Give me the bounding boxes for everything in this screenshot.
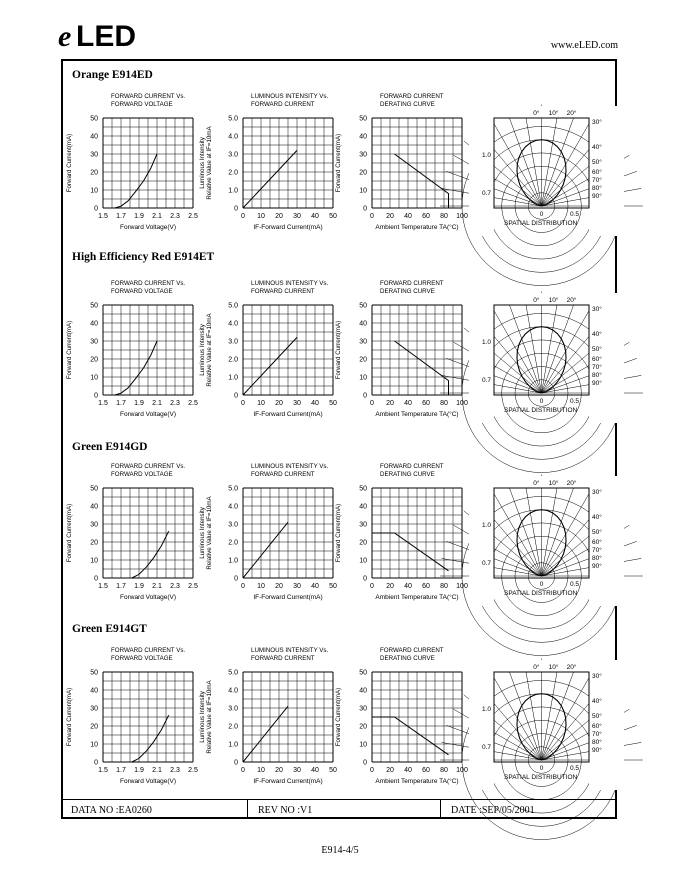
y-tick-label: 0 xyxy=(94,205,98,213)
chart-title: FORWARD CURRENT Vs. xyxy=(111,280,186,287)
line-chart xyxy=(332,277,492,427)
svg-text:e: e xyxy=(58,20,72,53)
y-tick-label: 0 xyxy=(94,392,98,400)
chart-title: FORWARD CURRENT xyxy=(251,288,315,295)
y-tick-label: 1.0 xyxy=(228,741,238,749)
y-tick-label: 3.0 xyxy=(228,338,238,346)
bottom-label: 0.5 xyxy=(569,581,580,588)
x-tick-label: 40 xyxy=(404,767,412,774)
x-tick-label: 100 xyxy=(456,400,468,407)
x-tick-label: 100 xyxy=(456,767,468,774)
y-tick-label: 40 xyxy=(90,320,98,328)
y-tick-label: 10 xyxy=(359,187,367,195)
bottom-label: 0.5 xyxy=(569,765,580,772)
x-tick-label: 60 xyxy=(422,213,430,220)
data-series-line xyxy=(132,715,169,762)
eled-logo xyxy=(58,14,168,54)
chart-title: FORWARD VOLTAGE xyxy=(111,655,173,662)
y-axis-label: Forward Current(mA) xyxy=(66,320,73,380)
x-tick-label: 1.9 xyxy=(134,400,144,407)
x-tick-label: 20 xyxy=(386,583,394,590)
x-tick-label: 2.1 xyxy=(152,767,162,774)
chart-title: DERATING CURVE xyxy=(380,471,435,478)
angle-label: 30° xyxy=(592,119,602,126)
radial-label: 0.7 xyxy=(481,560,491,567)
y-tick-label: 40 xyxy=(359,320,367,328)
chart-title: FORWARD CURRENT xyxy=(380,280,444,287)
y-tick-label: 10 xyxy=(90,187,98,195)
angle-label: 60° xyxy=(592,539,602,546)
angle-label: 10° xyxy=(548,110,559,117)
y-tick-label: 1.0 xyxy=(228,374,238,382)
plot-area xyxy=(335,280,468,418)
y-axis-label: Forward Current(mA) xyxy=(66,687,73,747)
chart-title: FORWARD CURRENT xyxy=(251,101,315,108)
chart-title: LUMINOUS INTENSITY Vs. xyxy=(251,463,329,470)
angle-label: 20° xyxy=(566,297,577,304)
chart-title: LUMINOUS INTENSITY Vs. xyxy=(251,93,329,100)
x-tick-label: 10 xyxy=(257,213,265,220)
y-tick-label: 2.0 xyxy=(228,539,238,547)
x-tick-label: 20 xyxy=(275,767,283,774)
line-chart xyxy=(332,90,492,240)
x-tick-label: 30 xyxy=(293,213,301,220)
x-axis-label: Forward Voltage(V) xyxy=(120,224,176,231)
chart-title: SPATIAL DISTRIBUTION xyxy=(504,590,578,597)
data-series-line xyxy=(243,522,288,578)
radial-label: 0.7 xyxy=(481,190,491,197)
y-axis-label: Forward Current(mA) xyxy=(66,503,73,563)
x-tick-label: 10 xyxy=(257,767,265,774)
y-tick-label: 5.0 xyxy=(228,485,238,493)
radial-label: 1.0 xyxy=(481,522,491,529)
chart-title: FORWARD CURRENT xyxy=(251,471,315,478)
y-tick-label: 30 xyxy=(359,705,367,713)
y-tick-label: 30 xyxy=(90,521,98,529)
x-tick-label: 1.7 xyxy=(116,767,126,774)
spatial-distribution-chart xyxy=(469,476,624,606)
y-axis-label: Relative Value at IF=10mA xyxy=(206,496,213,570)
chart-title: SPATIAL DISTRIBUTION xyxy=(504,407,578,414)
chart-title: FORWARD VOLTAGE xyxy=(111,288,173,295)
y-tick-label: 1.0 xyxy=(228,187,238,195)
x-tick-label: 0 xyxy=(241,583,245,590)
section-title-red-e914et: High Efficiency Red E914ET xyxy=(72,251,215,263)
x-axis-label: IF-Forward Current(mA) xyxy=(253,411,323,418)
x-tick-label: 1.5 xyxy=(98,213,108,220)
chart-title: FORWARD CURRENT Vs. xyxy=(111,463,186,470)
angle-label: 50° xyxy=(592,159,602,166)
angle-label: 50° xyxy=(592,346,602,353)
radial-label: 1.0 xyxy=(481,339,491,346)
x-tick-label: 40 xyxy=(311,213,319,220)
y-axis-label: Luminous Intensity xyxy=(199,691,206,743)
spatial-distribution-chart xyxy=(469,660,624,790)
y-axis-label: Luminous Intensity xyxy=(199,324,206,376)
angle-label: 80° xyxy=(592,185,602,192)
x-tick-label: 2.3 xyxy=(170,400,180,407)
x-tick-label: 20 xyxy=(386,767,394,774)
chart-title: FORWARD CURRENT xyxy=(251,655,315,662)
x-tick-label: 2.1 xyxy=(152,400,162,407)
x-tick-label: 1.7 xyxy=(116,213,126,220)
x-tick-label: 2.1 xyxy=(152,583,162,590)
x-tick-label: 40 xyxy=(404,400,412,407)
y-tick-label: 20 xyxy=(90,723,98,731)
y-tick-label: 5.0 xyxy=(228,115,238,123)
y-tick-label: 4.0 xyxy=(228,133,238,141)
y-tick-label: 5.0 xyxy=(228,669,238,677)
x-axis-label: Ambient Temperature TA(°C) xyxy=(375,224,459,231)
radial-label: 0.7 xyxy=(481,377,491,384)
chart-title: DERATING CURVE xyxy=(380,101,435,108)
y-tick-label: 30 xyxy=(359,151,367,159)
y-tick-label: 20 xyxy=(359,539,367,547)
angle-label: 70° xyxy=(592,547,602,554)
x-axis-label: Forward Voltage(V) xyxy=(120,411,176,418)
x-axis-label: IF-Forward Current(mA) xyxy=(253,224,323,231)
plot-area xyxy=(335,93,468,231)
x-tick-label: 100 xyxy=(456,213,468,220)
y-axis-label: Relative Value at IF=10mA xyxy=(206,126,213,200)
x-tick-label: 80 xyxy=(440,400,448,407)
chart-title: FORWARD CURRENT xyxy=(380,463,444,470)
y-tick-label: 0 xyxy=(94,759,98,767)
y-tick-label: 20 xyxy=(90,539,98,547)
angle-label: 0° xyxy=(533,664,540,671)
y-tick-label: 40 xyxy=(359,503,367,511)
y-tick-label: 40 xyxy=(90,687,98,695)
y-axis-label: Forward Current(mA) xyxy=(335,133,342,193)
x-tick-label: 1.5 xyxy=(98,583,108,590)
x-tick-label: 2.3 xyxy=(170,767,180,774)
chart-title: FORWARD CURRENT xyxy=(380,647,444,654)
x-tick-label: 50 xyxy=(329,767,337,774)
x-tick-label: 50 xyxy=(329,213,337,220)
y-tick-label: 30 xyxy=(90,151,98,159)
y-axis-label: Forward Current(mA) xyxy=(335,687,342,747)
chart-title: FORWARD CURRENT xyxy=(380,93,444,100)
line-chart xyxy=(332,460,492,610)
footer-info-bar xyxy=(61,799,617,819)
angle-label: 80° xyxy=(592,739,602,746)
x-tick-label: 0 xyxy=(370,767,374,774)
angle-label: 40° xyxy=(592,698,602,705)
x-tick-label: 40 xyxy=(311,400,319,407)
section-title-green-e914gd: Green E914GD xyxy=(72,441,148,453)
plot-area xyxy=(335,647,468,785)
angle-label: 10° xyxy=(548,664,559,671)
x-tick-label: 2.3 xyxy=(170,583,180,590)
x-tick-label: 40 xyxy=(404,213,412,220)
document-date: DATE :SEP/05/2001 xyxy=(451,805,535,816)
plot-area xyxy=(199,93,337,231)
x-axis-label: Forward Voltage(V) xyxy=(120,594,176,601)
y-tick-label: 3.0 xyxy=(228,521,238,529)
angle-label: 70° xyxy=(592,731,602,738)
y-tick-label: 50 xyxy=(359,115,367,123)
x-axis-label: Ambient Temperature TA(°C) xyxy=(375,411,459,418)
y-axis-label: Luminous Intensity xyxy=(199,507,206,559)
y-tick-label: 50 xyxy=(90,485,98,493)
x-tick-label: 1.9 xyxy=(134,213,144,220)
x-tick-label: 20 xyxy=(275,213,283,220)
y-tick-label: 30 xyxy=(359,521,367,529)
angle-label: 40° xyxy=(592,144,602,151)
y-tick-label: 5.0 xyxy=(228,302,238,310)
y-tick-label: 2.0 xyxy=(228,723,238,731)
y-tick-label: 40 xyxy=(90,133,98,141)
y-axis-label: Relative Value at IF=10mA xyxy=(206,313,213,387)
x-tick-label: 100 xyxy=(456,583,468,590)
y-tick-label: 40 xyxy=(359,133,367,141)
angle-label: 70° xyxy=(592,364,602,371)
angle-label: 20° xyxy=(566,110,577,117)
chart-title: FORWARD VOLTAGE xyxy=(111,101,173,108)
x-tick-label: 20 xyxy=(386,400,394,407)
y-tick-label: 0 xyxy=(363,392,367,400)
bottom-label: 0 xyxy=(539,765,544,772)
y-tick-label: 0 xyxy=(363,759,367,767)
x-tick-label: 0 xyxy=(241,767,245,774)
y-tick-label: 4.0 xyxy=(228,503,238,511)
x-axis-label: Ambient Temperature TA(°C) xyxy=(375,778,459,785)
angle-label: 0° xyxy=(533,110,540,117)
plot-area xyxy=(66,647,198,785)
chart-title: FORWARD VOLTAGE xyxy=(111,471,173,478)
y-tick-label: 3.0 xyxy=(228,151,238,159)
revision-number: REV NO :V1 xyxy=(248,800,441,819)
y-tick-label: 50 xyxy=(90,115,98,123)
angle-label: 0° xyxy=(533,297,540,304)
angle-label: 90° xyxy=(592,563,602,570)
x-axis-label: Ambient Temperature TA(°C) xyxy=(375,594,459,601)
y-tick-label: 50 xyxy=(90,669,98,677)
x-tick-label: 20 xyxy=(275,583,283,590)
x-tick-label: 10 xyxy=(257,583,265,590)
y-tick-label: 0 xyxy=(363,575,367,583)
x-tick-label: 50 xyxy=(329,400,337,407)
angle-label: 40° xyxy=(592,331,602,338)
x-tick-label: 2.5 xyxy=(188,400,198,407)
x-tick-label: 0 xyxy=(370,583,374,590)
x-tick-label: 60 xyxy=(422,583,430,590)
y-tick-label: 50 xyxy=(90,302,98,310)
y-tick-label: 50 xyxy=(359,669,367,677)
y-tick-label: 30 xyxy=(90,705,98,713)
x-tick-label: 2.5 xyxy=(188,767,198,774)
angle-label: 60° xyxy=(592,723,602,730)
y-tick-label: 3.0 xyxy=(228,705,238,713)
angle-label: 80° xyxy=(592,372,602,379)
section-title-orange-e914ed: Orange E914ED xyxy=(72,69,153,81)
mask-left xyxy=(469,476,494,606)
x-tick-label: 2.5 xyxy=(188,213,198,220)
bottom-label: 0 xyxy=(539,581,544,588)
y-tick-label: 40 xyxy=(90,503,98,511)
mask-left xyxy=(469,106,494,236)
y-axis-label: Luminous Intensity xyxy=(199,137,206,189)
spatial-distribution-chart xyxy=(469,106,624,236)
chart-title: SPATIAL DISTRIBUTION xyxy=(504,774,578,781)
x-tick-label: 0 xyxy=(370,400,374,407)
chart-title: FORWARD CURRENT Vs. xyxy=(111,647,186,654)
bottom-label: 0.5 xyxy=(569,398,580,405)
svg-text:LED: LED xyxy=(76,20,136,53)
x-tick-label: 1.5 xyxy=(98,767,108,774)
angle-label: 40° xyxy=(592,514,602,521)
angle-label: 90° xyxy=(592,193,602,200)
bottom-label: 0 xyxy=(539,398,544,405)
mask-left xyxy=(469,293,494,423)
plot-area xyxy=(199,463,337,601)
y-tick-label: 20 xyxy=(359,169,367,177)
data-number: DATA NO :EA0260 xyxy=(61,800,248,819)
x-tick-label: 2.5 xyxy=(188,583,198,590)
y-tick-label: 0 xyxy=(94,575,98,583)
angle-label: 50° xyxy=(592,529,602,536)
x-axis-label: IF-Forward Current(mA) xyxy=(253,778,323,785)
x-tick-label: 20 xyxy=(386,213,394,220)
angle-label: 90° xyxy=(592,747,602,754)
y-axis-label: Forward Current(mA) xyxy=(335,503,342,563)
y-tick-label: 0 xyxy=(234,759,238,767)
mask-left xyxy=(469,660,494,790)
x-tick-label: 60 xyxy=(422,767,430,774)
y-tick-label: 20 xyxy=(90,356,98,364)
y-tick-label: 2.0 xyxy=(228,356,238,364)
y-tick-label: 10 xyxy=(90,557,98,565)
y-tick-label: 0 xyxy=(363,205,367,213)
x-tick-label: 40 xyxy=(404,583,412,590)
x-tick-label: 30 xyxy=(293,583,301,590)
x-tick-label: 2.3 xyxy=(170,213,180,220)
chart-title: FORWARD CURRENT Vs. xyxy=(111,93,186,100)
y-tick-label: 2.0 xyxy=(228,169,238,177)
x-tick-label: 80 xyxy=(440,583,448,590)
x-tick-label: 60 xyxy=(422,400,430,407)
spatial-distribution-chart xyxy=(469,293,624,423)
x-tick-label: 40 xyxy=(311,583,319,590)
x-tick-label: 1.9 xyxy=(134,583,144,590)
y-tick-label: 20 xyxy=(90,169,98,177)
angle-label: 30° xyxy=(592,489,602,496)
chart-title: LUMINOUS INTENSITY Vs. xyxy=(251,280,329,287)
bottom-label: 0.5 xyxy=(569,211,580,218)
y-tick-label: 10 xyxy=(359,557,367,565)
x-tick-label: 2.1 xyxy=(152,213,162,220)
y-tick-label: 0 xyxy=(234,575,238,583)
y-tick-label: 30 xyxy=(359,338,367,346)
y-tick-label: 20 xyxy=(359,356,367,364)
angle-label: 20° xyxy=(566,480,577,487)
y-axis-label: Relative Value at IF=10mA xyxy=(206,680,213,754)
angle-label: 50° xyxy=(592,713,602,720)
radial-label: 0.7 xyxy=(481,744,491,751)
x-tick-label: 80 xyxy=(440,767,448,774)
bottom-label: 0 xyxy=(539,211,544,218)
y-tick-label: 40 xyxy=(359,687,367,695)
angle-label: 0° xyxy=(533,480,540,487)
angle-label: 70° xyxy=(592,177,602,184)
y-tick-label: 50 xyxy=(359,302,367,310)
x-tick-label: 0 xyxy=(241,213,245,220)
angle-label: 60° xyxy=(592,356,602,363)
plot-area xyxy=(66,463,198,601)
x-tick-label: 0 xyxy=(370,213,374,220)
x-tick-label: 1.7 xyxy=(116,583,126,590)
page-number: E914-4/5 xyxy=(321,845,359,856)
x-axis-label: IF-Forward Current(mA) xyxy=(253,594,323,601)
x-tick-label: 50 xyxy=(329,583,337,590)
y-tick-label: 4.0 xyxy=(228,687,238,695)
y-tick-label: 4.0 xyxy=(228,320,238,328)
plot-area xyxy=(199,647,337,785)
x-tick-label: 20 xyxy=(275,400,283,407)
y-tick-label: 0 xyxy=(234,205,238,213)
angle-label: 10° xyxy=(548,297,559,304)
y-tick-label: 1.0 xyxy=(228,557,238,565)
x-tick-label: 1.9 xyxy=(134,767,144,774)
radial-label: 1.0 xyxy=(481,706,491,713)
angle-label: 20° xyxy=(566,664,577,671)
x-tick-label: 10 xyxy=(257,400,265,407)
plot-area xyxy=(66,280,198,418)
radial-label: 1.0 xyxy=(481,152,491,159)
line-chart xyxy=(332,644,492,794)
angle-label: 80° xyxy=(592,555,602,562)
x-tick-label: 1.5 xyxy=(98,400,108,407)
y-axis-label: Forward Current(mA) xyxy=(335,320,342,380)
chart-title: DERATING CURVE xyxy=(380,655,435,662)
data-series-line xyxy=(243,706,288,762)
y-tick-label: 30 xyxy=(90,338,98,346)
y-tick-label: 50 xyxy=(359,485,367,493)
chart-title: DERATING CURVE xyxy=(380,288,435,295)
angle-label: 60° xyxy=(592,169,602,176)
data-series-line xyxy=(132,531,169,578)
y-tick-label: 0 xyxy=(234,392,238,400)
x-tick-label: 30 xyxy=(293,400,301,407)
website-url: www.eLED.com xyxy=(550,40,618,51)
y-tick-label: 10 xyxy=(90,374,98,382)
chart-title: LUMINOUS INTENSITY Vs. xyxy=(251,647,329,654)
angle-label: 30° xyxy=(592,306,602,313)
x-tick-label: 80 xyxy=(440,213,448,220)
x-axis-label: Forward Voltage(V) xyxy=(120,778,176,785)
y-tick-label: 10 xyxy=(359,741,367,749)
angle-label: 10° xyxy=(548,480,559,487)
x-tick-label: 40 xyxy=(311,767,319,774)
plot-area xyxy=(199,280,337,418)
section-title-green-e914gt: Green E914GT xyxy=(72,623,147,635)
y-tick-label: 10 xyxy=(359,374,367,382)
chart-title: SPATIAL DISTRIBUTION xyxy=(504,220,578,227)
y-tick-label: 20 xyxy=(359,723,367,731)
y-axis-label: Forward Current(mA) xyxy=(66,133,73,193)
angle-label: 90° xyxy=(592,380,602,387)
x-tick-label: 1.7 xyxy=(116,400,126,407)
data-series-line xyxy=(372,717,449,755)
plot-area xyxy=(335,463,468,601)
angle-label: 30° xyxy=(592,673,602,680)
plot-area xyxy=(66,93,198,231)
x-tick-label: 0 xyxy=(241,400,245,407)
x-tick-label: 30 xyxy=(293,767,301,774)
y-tick-label: 10 xyxy=(90,741,98,749)
data-series-line xyxy=(372,533,449,571)
